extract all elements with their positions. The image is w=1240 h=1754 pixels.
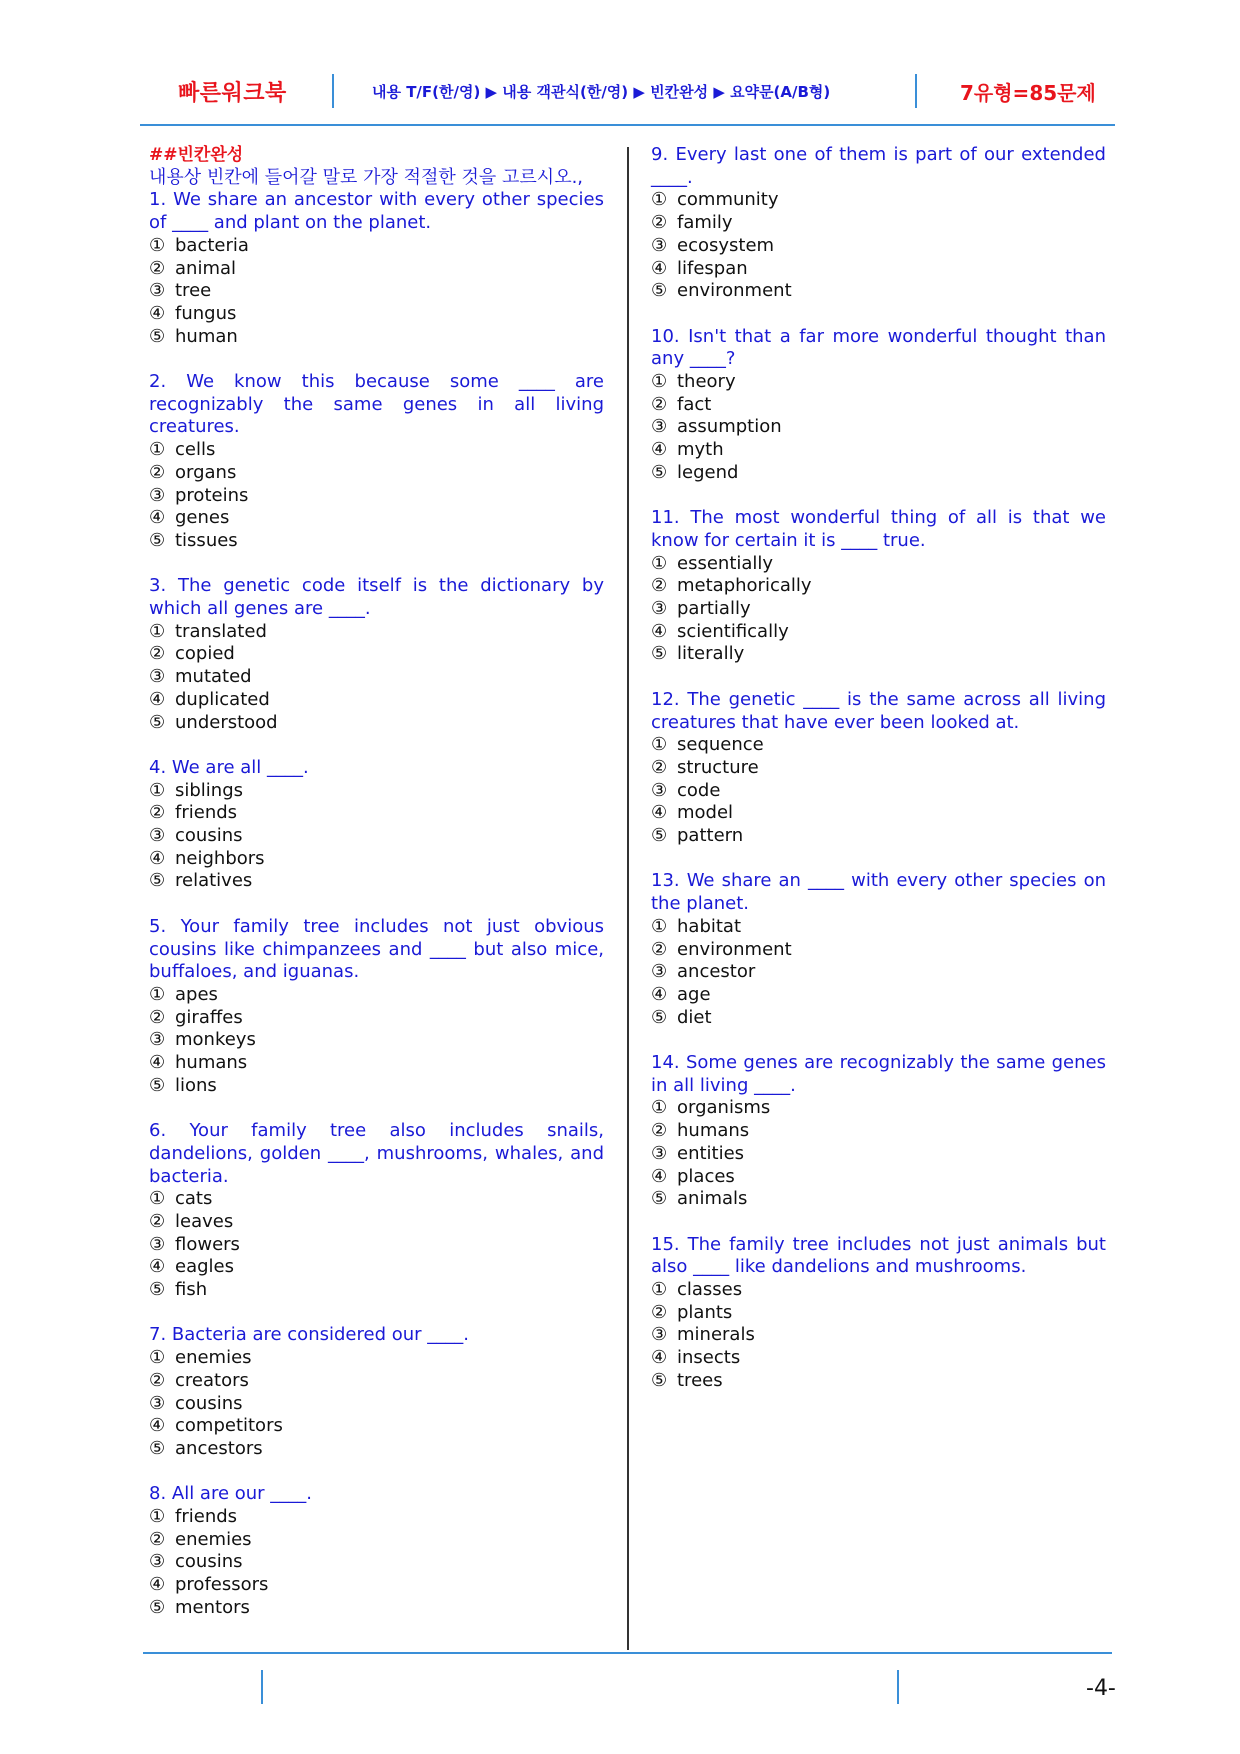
question-block [651, 144, 1106, 303]
option-text: cousins [175, 825, 243, 847]
option-text: structure [677, 756, 759, 778]
option-number: ④ [651, 439, 668, 461]
option-item [149, 1256, 604, 1279]
option-text: monkeys [175, 1029, 256, 1051]
option-number: ① [651, 1279, 668, 1301]
option-text: places [677, 1165, 735, 1187]
option-text: mentors [175, 1596, 250, 1618]
option-number: ① [149, 1347, 166, 1369]
option-text: lifespan [677, 257, 748, 279]
option-text: fungus [175, 302, 237, 324]
option-number: ① [149, 234, 166, 256]
question-stem: 12. The genetic ____ is the same across all living creatures that have ever been looked at. [651, 688, 1106, 733]
option-text: cousins [175, 1551, 243, 1573]
option-number: ④ [651, 1165, 668, 1187]
option-list [149, 1188, 604, 1302]
option-number: ② [651, 756, 668, 778]
option-text: mutated [175, 666, 252, 688]
option-number: ④ [149, 1052, 166, 1074]
option-item [149, 485, 604, 508]
column-divider [627, 147, 629, 1650]
option-number: ② [149, 1528, 166, 1550]
option-item [149, 643, 604, 666]
option-text: animals [677, 1188, 748, 1210]
option-number: ⑤ [651, 1006, 668, 1028]
option-item [651, 212, 1106, 235]
option-item [651, 643, 1106, 666]
question-stem: 8. All are our ____. [149, 1483, 313, 1505]
option-number: ② [651, 1301, 668, 1323]
option-item [651, 439, 1106, 462]
option-text: duplicated [175, 688, 270, 710]
option-text: fact [677, 393, 712, 415]
question-block [149, 916, 604, 1098]
question-stem: 2. We know this because some ____ are recognizably the same genes in all living creatures. [149, 371, 604, 438]
option-number: ① [651, 1097, 668, 1119]
option-number: ① [651, 734, 668, 756]
option-number: ⑤ [149, 1279, 166, 1301]
option-item [149, 1052, 604, 1075]
option-item [651, 575, 1106, 598]
option-item [651, 1143, 1106, 1166]
option-item [651, 734, 1106, 757]
option-item [651, 189, 1106, 212]
option-item [149, 712, 604, 735]
question-stem: 6. Your family tree also includes snails, dandelions, golden ____, mushrooms, whales, and bacteria. [149, 1120, 604, 1187]
option-number: ④ [149, 1574, 166, 1596]
option-number: ④ [149, 1256, 166, 1278]
option-list [149, 621, 604, 735]
option-number: ③ [149, 1029, 166, 1051]
option-text: organisms [677, 1097, 771, 1119]
option-number: ⑤ [149, 1596, 166, 1618]
option-number: ③ [651, 1324, 668, 1346]
option-number: ① [651, 371, 668, 393]
option-number: ④ [149, 1415, 166, 1437]
option-number: ③ [651, 1142, 668, 1164]
option-item [149, 689, 604, 712]
question-block [651, 689, 1106, 848]
option-item [149, 258, 604, 281]
option-number: ③ [149, 280, 166, 302]
option-text: insects [677, 1347, 741, 1369]
option-text: neighbors [175, 847, 265, 869]
option-number: ④ [651, 620, 668, 642]
option-text: siblings [175, 779, 244, 801]
option-item [149, 870, 604, 893]
option-item [149, 848, 604, 871]
question-stem: 14. Some genes are recognizably the same genes in all living ____. [651, 1052, 1106, 1096]
option-text: ancestors [175, 1437, 263, 1459]
option-item [149, 1029, 604, 1052]
option-text: model [677, 802, 734, 824]
option-number: ⑤ [149, 529, 166, 551]
option-text: giraffes [175, 1006, 243, 1028]
option-list [149, 1506, 604, 1620]
option-number: ⑤ [149, 711, 166, 733]
question-stem: 15. The family tree includes not just animals but also ____ like dandelions and mushrooms. [651, 1233, 1106, 1278]
question-block [149, 1120, 604, 1302]
option-item [149, 326, 604, 349]
option-text: genes [175, 507, 230, 529]
option-item [149, 1529, 604, 1552]
option-item [651, 825, 1106, 848]
question-block [651, 1234, 1106, 1393]
option-text: literally [677, 643, 745, 665]
option-item [149, 1075, 604, 1098]
option-number: ③ [149, 825, 166, 847]
question-stem: 11. The most wonderful thing of all is that we know for certain it is ____ true. [651, 507, 1106, 551]
option-item [651, 1120, 1106, 1143]
option-number: ③ [149, 484, 166, 506]
option-text: environment [677, 280, 792, 302]
question-block [149, 371, 604, 553]
option-item [149, 1347, 604, 1370]
question-stem: 9. Every last one of them is part of our extended ____. [651, 144, 1106, 188]
option-list [651, 734, 1106, 848]
option-item [651, 235, 1106, 258]
option-text: tree [175, 280, 212, 302]
option-list [149, 984, 604, 1098]
option-list [149, 1347, 604, 1461]
option-item [651, 1347, 1106, 1370]
option-item [651, 1324, 1106, 1347]
header-count: 7유형=85문제 [960, 81, 1096, 105]
option-item [651, 1370, 1106, 1393]
section-title: ##빈칸완성 [149, 145, 244, 165]
option-number: ④ [149, 688, 166, 710]
option-number: ① [651, 189, 668, 211]
option-item [149, 1438, 604, 1461]
header-separator [915, 74, 917, 108]
option-item [149, 235, 604, 258]
option-text: entities [677, 1142, 745, 1164]
option-list [149, 235, 604, 349]
option-text: partially [677, 598, 751, 620]
option-item [651, 280, 1106, 303]
option-item [651, 961, 1106, 984]
option-item [651, 598, 1106, 621]
option-list [651, 1097, 1106, 1211]
option-item [651, 1007, 1106, 1030]
option-text: pattern [677, 825, 744, 847]
option-item [149, 1506, 604, 1529]
option-item [651, 394, 1106, 417]
option-text: proteins [175, 484, 249, 506]
option-text: legend [677, 461, 739, 483]
option-text: humans [175, 1052, 248, 1074]
option-number: ⑤ [651, 280, 668, 302]
option-number: ④ [651, 802, 668, 824]
option-item [149, 1597, 604, 1620]
option-text: assumption [677, 416, 782, 438]
option-item [651, 1302, 1106, 1325]
option-number: ⑤ [149, 870, 166, 892]
option-item [149, 621, 604, 644]
option-text: animal [175, 257, 237, 279]
option-item [651, 780, 1106, 803]
option-number: ⑤ [651, 1369, 668, 1391]
option-number: ① [149, 1506, 166, 1528]
option-number: ② [651, 575, 668, 597]
question-block [651, 870, 1106, 1029]
option-text: theory [677, 371, 736, 393]
question-block [651, 1052, 1106, 1211]
option-text: friends [175, 802, 238, 824]
option-text: diet [677, 1006, 712, 1028]
section-instruction: 내용상 빈칸에 들어갈 말로 가장 적절한 것을 고르시오., [149, 166, 584, 188]
option-item [651, 984, 1106, 1007]
option-item [651, 1166, 1106, 1189]
option-number: ② [149, 1210, 166, 1232]
option-text: apes [175, 983, 218, 1005]
page-header [140, 66, 1115, 124]
option-text: human [175, 325, 238, 347]
option-list [651, 189, 1106, 303]
option-item [651, 1097, 1106, 1120]
option-item [149, 507, 604, 530]
page-number: -4- [1086, 1676, 1116, 1701]
option-item [651, 1279, 1106, 1302]
option-text: trees [677, 1369, 723, 1391]
option-number: ② [149, 461, 166, 483]
option-number: ① [149, 439, 166, 461]
option-list [149, 780, 604, 894]
option-text: flowers [175, 1233, 240, 1255]
option-text: eagles [175, 1256, 234, 1278]
option-item [651, 621, 1106, 644]
option-text: relatives [175, 870, 253, 892]
left-column [149, 144, 604, 1620]
option-number: ⑤ [651, 643, 668, 665]
option-item [149, 825, 604, 848]
option-item [149, 780, 604, 803]
option-list [651, 916, 1106, 1030]
option-item [651, 553, 1106, 576]
option-item [149, 1551, 604, 1574]
question-block [149, 1483, 604, 1619]
option-number: ③ [651, 234, 668, 256]
option-item [149, 530, 604, 553]
option-item [651, 1188, 1106, 1211]
option-item [149, 984, 604, 1007]
question-stem: 10. Isn't that a far more wonderful thought than any ____? [651, 325, 1106, 370]
option-number: ④ [651, 257, 668, 279]
option-text: cats [175, 1188, 213, 1210]
option-text: professors [175, 1574, 269, 1596]
option-item [149, 462, 604, 485]
option-item [149, 1234, 604, 1257]
option-item [149, 1574, 604, 1597]
header-separator [332, 74, 334, 108]
option-number: ② [149, 1369, 166, 1391]
option-number: ③ [149, 666, 166, 688]
option-text: organs [175, 461, 237, 483]
option-text: age [677, 983, 711, 1005]
option-text: copied [175, 643, 235, 665]
option-number: ③ [149, 1551, 166, 1573]
option-text: creators [175, 1369, 249, 1391]
option-text: leaves [175, 1210, 234, 1232]
brand-title: 빠른워크북 [178, 81, 287, 106]
option-number: ① [149, 983, 166, 1005]
option-text: environment [677, 938, 792, 960]
question-block [651, 507, 1106, 666]
option-number: ⑤ [149, 1074, 166, 1096]
option-item [651, 462, 1106, 485]
option-text: plants [677, 1301, 733, 1323]
option-text: scientifically [677, 620, 789, 642]
footer-separator [897, 1670, 899, 1704]
right-column [651, 144, 1106, 1393]
option-number: ③ [651, 779, 668, 801]
option-text: cousins [175, 1392, 243, 1414]
question-block [149, 189, 604, 348]
option-text: enemies [175, 1528, 252, 1550]
option-item [149, 1279, 604, 1302]
option-item [149, 802, 604, 825]
footer-separator [261, 1670, 263, 1704]
question-block [149, 1324, 604, 1460]
option-item [149, 1415, 604, 1438]
option-text: metaphorically [677, 575, 812, 597]
option-text: ecosystem [677, 234, 775, 256]
option-item [149, 1211, 604, 1234]
header-rule [140, 124, 1115, 126]
option-number: ① [149, 779, 166, 801]
option-number: ③ [149, 1392, 166, 1414]
option-item [651, 939, 1106, 962]
option-text: cells [175, 439, 216, 461]
option-item [651, 416, 1106, 439]
option-list [651, 371, 1106, 485]
option-number: ② [149, 1006, 166, 1028]
option-number: ④ [149, 302, 166, 324]
option-item [149, 439, 604, 462]
option-text: understood [175, 711, 278, 733]
option-item [651, 371, 1106, 394]
header-flow: 내용 T/F(한/영) ▶ 내용 객관식(한/영) ▶ 빈칸완성 ▶ 요약문(A/B형) [372, 83, 831, 101]
option-text: enemies [175, 1347, 252, 1369]
option-text: tissues [175, 529, 238, 551]
option-list [149, 439, 604, 553]
question-stem: 4. We are all ____. [149, 756, 309, 778]
option-text: family [677, 212, 733, 234]
option-number: ⑤ [149, 325, 166, 347]
option-number: ② [651, 1120, 668, 1142]
option-number: ④ [149, 847, 166, 869]
option-number: ② [149, 257, 166, 279]
option-number: ② [149, 643, 166, 665]
option-item [651, 802, 1106, 825]
option-text: sequence [677, 734, 764, 756]
option-number: ③ [149, 1233, 166, 1255]
question-block [149, 757, 604, 893]
option-text: ancestor [677, 961, 756, 983]
option-item [651, 916, 1106, 939]
option-item [149, 280, 604, 303]
question-stem: 3. The genetic code itself is the dictionary by which all genes are ____. [149, 575, 604, 620]
option-text: community [677, 189, 779, 211]
option-number: ⑤ [651, 461, 668, 483]
option-item [149, 1370, 604, 1393]
option-text: translated [175, 620, 267, 642]
option-number: ③ [651, 961, 668, 983]
option-number: ② [651, 938, 668, 960]
option-item [149, 1188, 604, 1211]
question-stem: 7. Bacteria are considered our ____. [149, 1324, 469, 1346]
option-number: ① [651, 915, 668, 937]
footer-rule [143, 1652, 1112, 1654]
option-number: ⑤ [651, 825, 668, 847]
option-item [651, 757, 1106, 780]
option-number: ② [651, 393, 668, 415]
option-text: myth [677, 439, 724, 461]
option-number: ② [651, 212, 668, 234]
option-text: essentially [677, 552, 774, 574]
question-block [651, 326, 1106, 485]
option-number: ② [149, 802, 166, 824]
option-text: code [677, 779, 721, 801]
question-block [149, 575, 604, 734]
option-text: fish [175, 1279, 208, 1301]
option-list [651, 1279, 1106, 1393]
question-stem: 1. We share an ancestor with every other species of ____ and plant on the planet. [149, 189, 604, 234]
option-item [149, 303, 604, 326]
option-text: habitat [677, 915, 742, 937]
option-number: ① [149, 1188, 166, 1210]
option-item [651, 258, 1106, 281]
option-number: ⑤ [651, 1188, 668, 1210]
option-text: minerals [677, 1324, 755, 1346]
question-stem: 5. Your family tree includes not just obvious cousins like chimpanzees and ____ but also mice, buffaloes, and iguanas. [149, 915, 604, 983]
option-list [651, 553, 1106, 667]
option-number: ④ [651, 1347, 668, 1369]
option-text: humans [677, 1120, 750, 1142]
option-item [149, 1393, 604, 1416]
option-text: competitors [175, 1415, 283, 1437]
option-number: ⑤ [149, 1437, 166, 1459]
option-number: ① [149, 620, 166, 642]
option-number: ④ [651, 983, 668, 1005]
option-text: classes [677, 1279, 743, 1301]
option-number: ① [651, 552, 668, 574]
option-text: friends [175, 1506, 238, 1528]
option-text: lions [175, 1074, 217, 1096]
option-text: bacteria [175, 234, 249, 256]
option-item [149, 1007, 604, 1030]
option-number: ③ [651, 598, 668, 620]
option-number: ④ [149, 507, 166, 529]
option-number: ③ [651, 416, 668, 438]
option-item [149, 666, 604, 689]
question-stem: 13. We share an ____ with every other species on the planet. [651, 870, 1106, 915]
